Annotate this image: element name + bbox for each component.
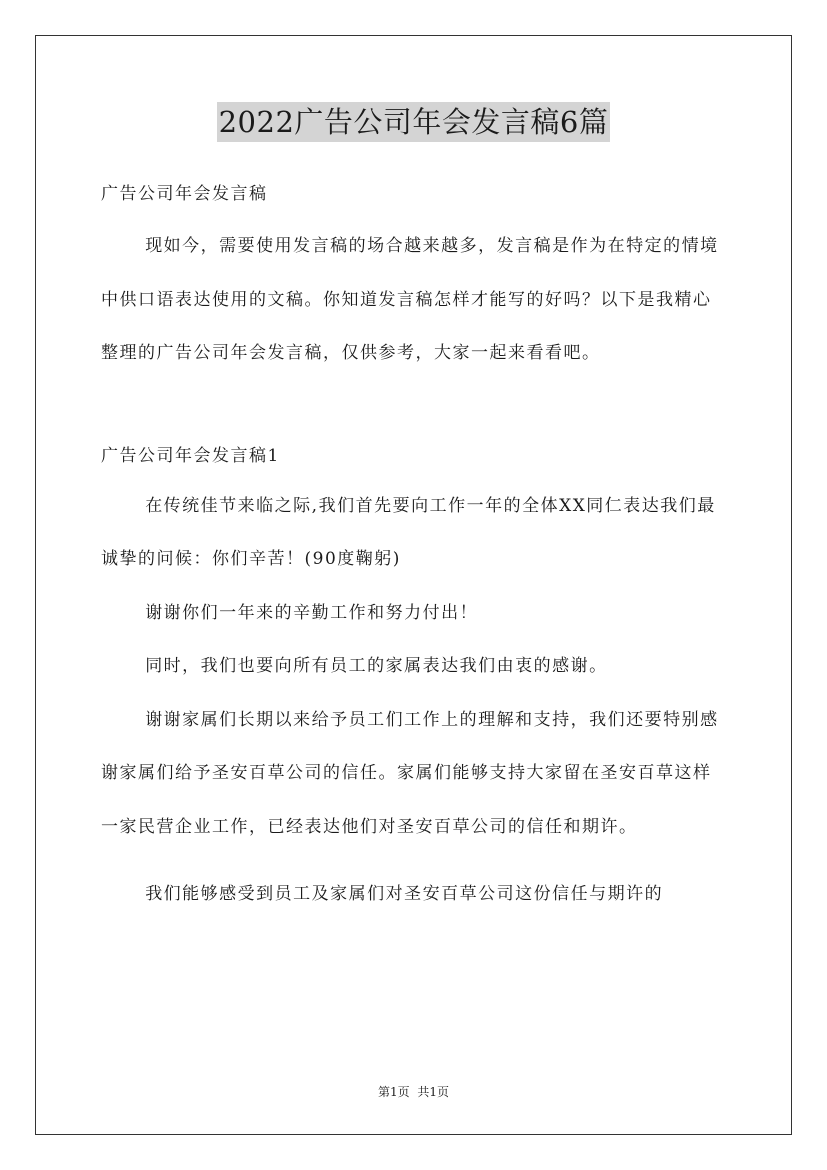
- body-paragraph: 同时，我们也要向所有员工的家属表达我们由衷的感谢。: [145, 656, 608, 676]
- body-paragraph: 我们能够感受到员工及家属们对圣安百草公司这份信任与期许的: [145, 884, 664, 904]
- body-paragraph: 谢谢你们一年来的辛勤工作和努力付出！: [145, 602, 479, 623]
- document-title: 2022广告公司年会发言稿6篇: [217, 102, 611, 142]
- document-body: [101, 170, 727, 922]
- page-footer: [0, 1083, 827, 1100]
- intro-paragraph: 现如今，需要使用发言稿的场合越来越多，发言稿是作为在特定的情境中供口语表达使用的文稿。你知道发言稿怎样才能写的好吗？以下是我精心整理的广告公司年会发言稿，仅供参考，大家一起来看看吧。: [101, 236, 719, 363]
- body-paragraph: 在传统佳节来临之际,我们首先要向工作一年的全体XX同仁表达我们最诚挚的问候：你们辛苦！(90度鞠躬): [101, 495, 716, 569]
- page-total: 共1页: [417, 1085, 450, 1099]
- title-container: [0, 102, 827, 142]
- section-gap: [101, 381, 727, 432]
- body-paragraph: 谢谢家属们长期以来给予员工们工作上的理解和支持，我们还要特别感谢家属们给予圣安百草公司的信任。家属们能够支持大家留在圣安百草这样一家民营企业工作，已经表达他们对圣安百草公司的信任和期许。: [101, 709, 719, 837]
- page-number: 第1页: [377, 1085, 410, 1099]
- intro-heading: 广告公司年会发言稿: [101, 184, 268, 204]
- section-heading: 广告公司年会发言稿1: [101, 445, 280, 466]
